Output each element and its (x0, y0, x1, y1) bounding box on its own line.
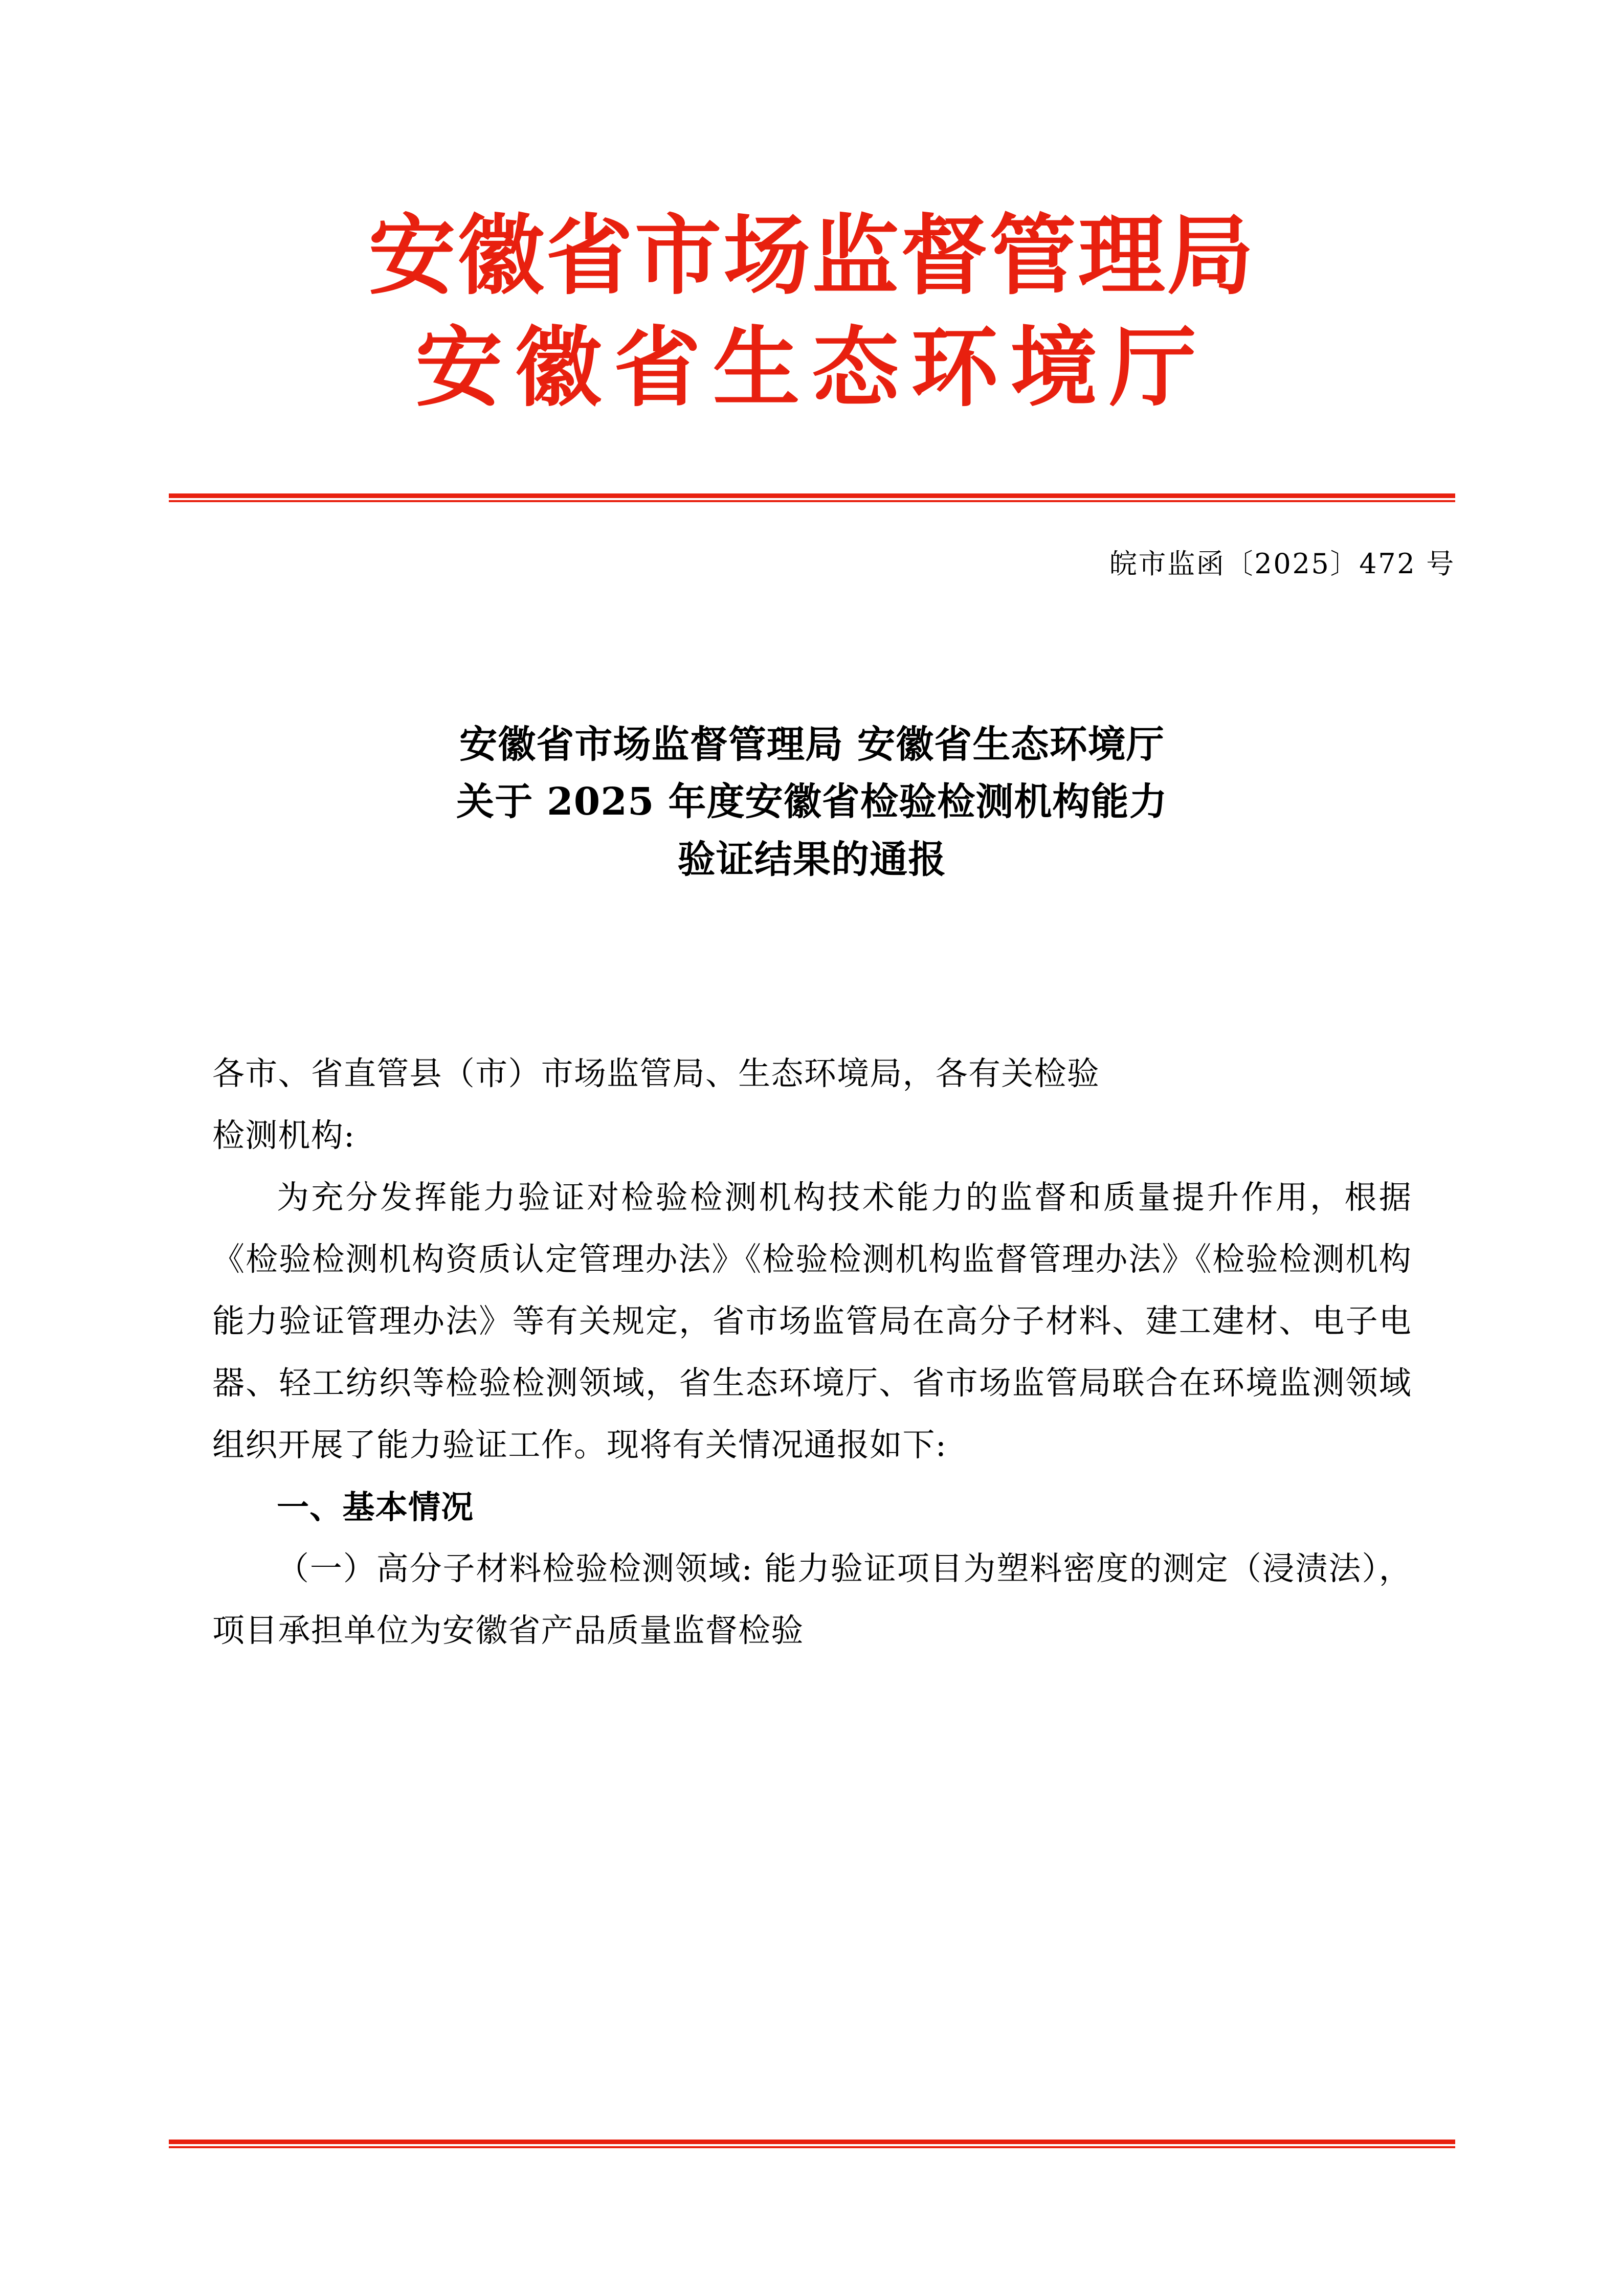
footer-red-rule (169, 2140, 1455, 2148)
letterhead (0, 205, 1624, 419)
section-heading-1: 一、基本情况 (277, 1488, 474, 1526)
header-red-rule (169, 493, 1455, 502)
salutation-line-2: 检测机构: (212, 1116, 355, 1154)
salutation-line-1: 各市、省直管县（市）市场监管局、生态环境局，各有关检验 (212, 1055, 1100, 1092)
document-title (220, 716, 1404, 888)
title-line-2: 关于 2025 年度安徽省检验检测机构能力 (456, 780, 1168, 824)
body-paragraph-2: （一）高分子材料检验检测领域: 能力验证项目为塑料密度的测定（浸渍法），项目承担单位为安徽省产品质量监督检验 (212, 1549, 1412, 1649)
document-body (212, 1043, 1412, 1662)
footer-rule-thin (169, 2146, 1455, 2148)
header-rule-thin (169, 500, 1455, 502)
title-line-1: 安徽省市场监督管理局 安徽省生态环境厅 (459, 723, 1165, 767)
header-rule-thick (169, 493, 1455, 498)
document-number: 皖市监函〔2025〕472 号 (1109, 548, 1455, 580)
letterhead-line-1: 安徽省市场监督管理局 (368, 205, 1256, 307)
title-line-3: 验证结果的通报 (677, 837, 947, 882)
body-paragraph-1: 为充分发挥能力验证对检验检测机构技术能力的监督和质量提升作用，根据《检验检测机构资质认定管理办法》《检验检测机构监督管理办法》《检验检测机构能力验证管理办法》等有关规定，省市场监管局在高分子材料、建工建材、电子电器、轻工纺织等检验检测领域，省生态环境厅、省市场监管局联合在环境监测领域组织开展了能力验证工作。现将有关情况通报如下: (212, 1178, 1412, 1464)
letterhead-line-2: 安徽省生态环境厅 (415, 316, 1209, 419)
footer-rule-thick (169, 2140, 1455, 2144)
